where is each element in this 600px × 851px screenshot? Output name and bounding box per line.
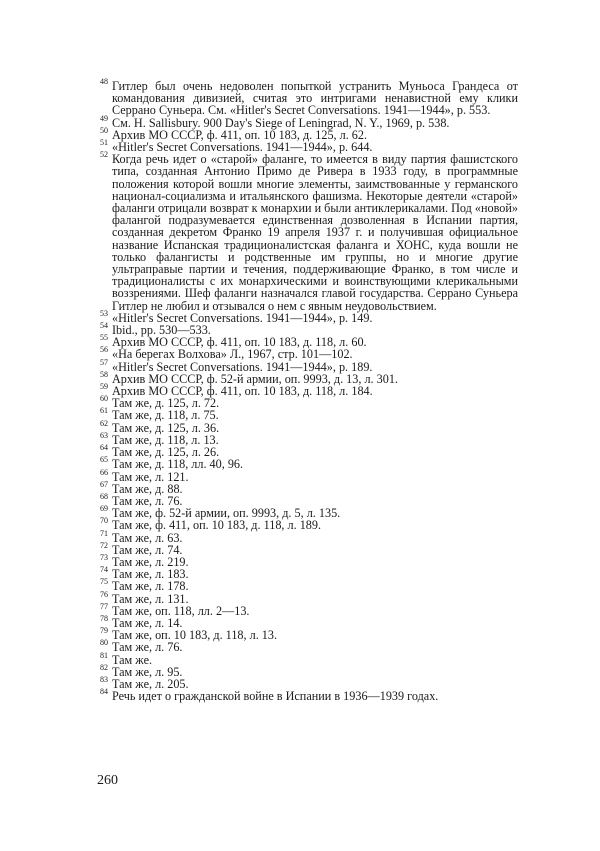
endnote-number: 73 <box>100 552 108 562</box>
endnote-number: 51 <box>100 138 108 148</box>
endnote-text: Архив МО СССР, ф. 411, оп. 10 183, д. 118, л. 184. <box>112 384 373 399</box>
endnote-number: 82 <box>100 662 108 672</box>
endnote-text: См. H. Sallisbury. 900 Day's Siege of Leningrad, N. Y., 1969, р. 538. <box>112 115 450 130</box>
endnote-number: 65 <box>100 455 108 465</box>
endnote-text: Там же, ф. 411, оп. 10 183, д. 118, л. 189. <box>112 518 322 533</box>
endnote-text: «На берегах Волхова» Л., 1967, стр. 101—102. <box>112 347 353 362</box>
endnote-text: Гитлер был очень недоволен попыткой устранить Муньоса Грандеса от командования дивизией, считая это интригами ненавистной ему клики Серрано Суньера. См. «Hitler's Secret Conversations. 1941—1944», р. 553. <box>112 79 518 118</box>
endnote-number: 63 <box>100 430 108 440</box>
endnotes-list <box>88 77 518 704</box>
endnote-number: 62 <box>100 418 108 428</box>
endnote-text: «Hitler's Secret Conversations. 1941—1944», р. 644. <box>112 140 373 155</box>
endnote-text: Там же, л. 131. <box>112 591 189 606</box>
endnote-number: 83 <box>100 674 108 684</box>
endnote-number: 64 <box>100 443 108 453</box>
endnote-number: 75 <box>100 577 108 587</box>
endnote-text: «Hitler's Secret Conversations. 1941—1944», р. 149. <box>112 310 373 325</box>
endnote-number: 76 <box>100 589 108 599</box>
endnote-text: Там же, л. 76. <box>112 493 183 508</box>
endnote-text: Архив МО СССР, ф. 411, оп. 10 183, д. 118, л. 60. <box>112 335 367 350</box>
endnote-text: Там же, л. 63. <box>112 530 183 545</box>
endnote-number: 56 <box>100 345 108 355</box>
endnote-text: Ibid., рр. 530—533. <box>112 323 211 338</box>
endnote-number: 49 <box>100 113 108 123</box>
endnote-number: 57 <box>100 357 108 367</box>
endnote-text: Там же, д. 125, л. 36. <box>112 420 220 435</box>
endnote-number: 78 <box>100 613 108 623</box>
endnote-text: Там же, д. 88. <box>112 481 183 496</box>
endnote-number: 60 <box>100 394 108 404</box>
endnote-text: Там же, оп. 10 183, д. 118, л. 13. <box>112 628 278 643</box>
endnote-text: Там же, л. 178. <box>112 579 189 594</box>
endnote-text: Там же, л. 219. <box>112 554 189 569</box>
endnote-text: Архив МО СССР, ф. 411, оп. 10 183, д. 125, л. 62. <box>112 127 368 142</box>
endnote-number: 77 <box>100 601 108 611</box>
endnote <box>88 687 518 704</box>
endnote-number: 71 <box>100 528 108 538</box>
endnote-text: Там же, л. 76. <box>112 640 183 655</box>
endnote-text: Там же, л. 205. <box>112 676 189 691</box>
endnote-number: 74 <box>100 565 108 575</box>
endnote-number: 81 <box>100 650 108 660</box>
endnote-text: Архив МО СССР, ф. 52-й армии, оп. 9993, д. 13, л. 301. <box>112 371 398 386</box>
endnote-text: Когда речь идет о «старой» фаланге, то имеется в виду партия фашистского типа, созданная Антонио Примо де Ривера в 1933 году, в программные положения которой вошли многие элементы, заимствованные у германского национал-социализма и итальянского фашизма. Некоторые деятели «старой» фаланги отрицали возврат к монархии и были антиклерикалами. Под «новой» фалангой подразумевается единственная дозволенная в Испании партия, созданная декретом Франко 19 апреля 1937 г. и получившая официальное название Испанская традиционалистская фаланга и ХОНС, куда вошли не только фалангисты и родственные им группы, но и многие другие ультраправые партии и течения, поддерживающие Франко, в том числе и традиционалисты с их монархическими и воинствующими клерикальными воззрениями. Шеф фаланги назначался главой государства. Серрано Суньера Гитлер не любил и отзывался о нем с явным неудовольствием. <box>112 152 518 313</box>
endnote-number: 80 <box>100 638 108 648</box>
endnote-number: 84 <box>100 687 108 697</box>
endnote-text: Там же, д. 118, л. 13. <box>112 432 219 447</box>
endnote-text: Там же, д. 125, л. 72. <box>112 396 220 411</box>
endnote-number: 54 <box>100 321 108 331</box>
endnote-text: Там же. <box>112 652 153 667</box>
endnote-text: Там же, л. 183. <box>112 567 189 582</box>
endnote-text: Там же, ф. 52-й армии, оп. 9993, д. 5, л. 135. <box>112 506 341 521</box>
endnote-number: 58 <box>100 369 108 379</box>
endnote-text: Речь идет о гражданской войне в Испании в 1936—1939 годах. <box>112 689 439 704</box>
endnote-number: 67 <box>100 479 108 489</box>
endnote-number: 52 <box>100 150 108 160</box>
endnote-text: Там же, л. 14. <box>112 615 183 630</box>
endnote-number: 70 <box>100 516 108 526</box>
endnote-number: 61 <box>100 406 108 416</box>
endnote-text: Там же, л. 95. <box>112 664 183 679</box>
endnote-text: Там же, л. 74. <box>112 542 183 557</box>
endnote-text: Там же, оп. 118, лл. 2—13. <box>112 603 250 618</box>
endnote-number: 69 <box>100 504 108 514</box>
endnote-number: 50 <box>100 125 108 135</box>
endnote-number: 53 <box>100 308 108 318</box>
endnote-number: 55 <box>100 333 108 343</box>
endnote-text: «Hitler's Secret Conversations. 1941—1944», р. 189. <box>112 359 373 374</box>
endnote-number: 72 <box>100 540 108 550</box>
page-number: 260 <box>97 773 118 788</box>
endnote-text: Там же, д. 125, л. 26. <box>112 445 220 460</box>
endnote-text: Там же, д. 118, л. 75. <box>112 408 219 423</box>
endnote-number: 48 <box>100 77 108 86</box>
endnote-number: 59 <box>100 382 108 392</box>
endnote-text: Там же, л. 121. <box>112 469 189 484</box>
endnote-number: 68 <box>100 491 108 501</box>
endnote-number: 66 <box>100 467 108 477</box>
endnote-number: 79 <box>100 626 108 636</box>
endnote-text: Там же, д. 118, лл. 40, 96. <box>112 457 244 472</box>
